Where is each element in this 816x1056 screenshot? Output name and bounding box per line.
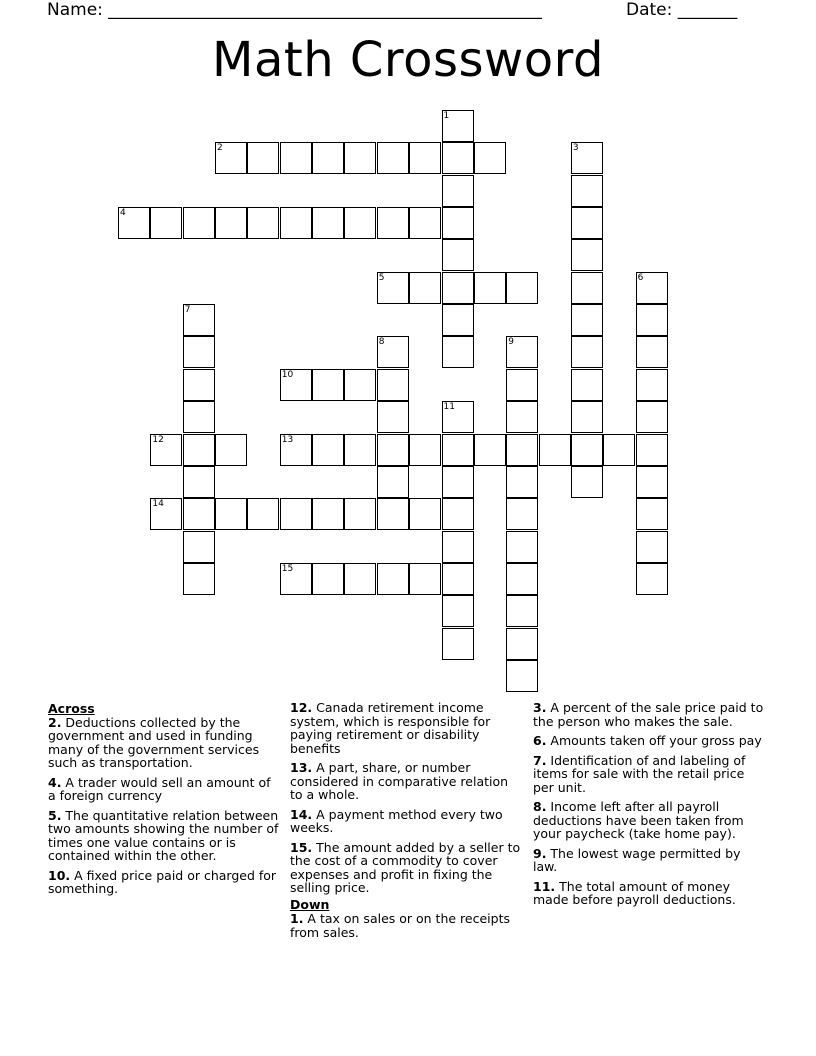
crossword-cell[interactable]: [280, 563, 312, 595]
crossword-cell[interactable]: [442, 531, 474, 563]
crossword-cell[interactable]: [442, 401, 474, 433]
crossword-cell[interactable]: [183, 304, 215, 336]
crossword-cell[interactable]: [312, 434, 344, 466]
crossword-cell[interactable]: [506, 563, 538, 595]
across-heading: Across: [48, 701, 95, 716]
clue-number: 6.: [533, 733, 547, 748]
crossword-cell[interactable]: [312, 369, 344, 401]
crossword-cell[interactable]: [506, 660, 538, 692]
down-heading: Down: [290, 896, 330, 912]
crossword-cell[interactable]: [118, 207, 150, 239]
crossword-cell[interactable]: [344, 207, 376, 239]
clue-item: [290, 701, 522, 755]
crossword-cell[interactable]: [280, 207, 312, 239]
crossword-cell[interactable]: [183, 369, 215, 401]
crossword-cell[interactable]: [571, 142, 603, 174]
crossword-cell[interactable]: [474, 434, 506, 466]
cell-number: 1: [443, 111, 450, 121]
crossword-cell[interactable]: [571, 401, 603, 433]
crossword-cell[interactable]: [442, 175, 474, 207]
clue-item: [48, 716, 280, 770]
clue-text: The quantitative relation between two amounts showing the number of times one value contains or is contained within the other.: [48, 807, 279, 863]
crossword-cell[interactable]: [344, 498, 376, 530]
crossword-cell[interactable]: [506, 272, 538, 304]
crossword-cell[interactable]: [377, 272, 409, 304]
crossword-cell[interactable]: [571, 369, 603, 401]
crossword-cell[interactable]: [377, 336, 409, 368]
crossword-cell[interactable]: [247, 142, 279, 174]
crossword-cell[interactable]: [539, 434, 571, 466]
page-title: Math Crossword: [212, 32, 604, 88]
crossword-cell[interactable]: [636, 272, 668, 304]
crossword-cell[interactable]: [442, 563, 474, 595]
clue-text: The amount added by a seller to the cost of a commodity to cover expenses and profit in fixing the selling price.: [290, 839, 521, 895]
crossword-cell[interactable]: [506, 434, 538, 466]
clue-item: [533, 847, 765, 874]
clue-item: [533, 734, 765, 748]
crossword-cell[interactable]: [344, 434, 376, 466]
crossword-cell[interactable]: [247, 207, 279, 239]
crossword-cell[interactable]: [636, 401, 668, 433]
clue-item: [48, 809, 280, 863]
cell-number: 11: [443, 402, 455, 413]
crossword-cell[interactable]: [442, 142, 474, 174]
clue-number: 14.: [290, 806, 313, 822]
crossword-cell[interactable]: [150, 207, 182, 239]
crossword-cell[interactable]: [344, 563, 376, 595]
crossword-cell[interactable]: [377, 434, 409, 466]
crossword-cell[interactable]: [377, 498, 409, 530]
clue-item: [533, 880, 765, 907]
crossword-cell[interactable]: [636, 434, 668, 466]
crossword-cell[interactable]: [636, 466, 668, 498]
crossword-cell[interactable]: [183, 401, 215, 433]
clue-number: 10.: [48, 867, 71, 883]
crossword-cell[interactable]: [474, 142, 506, 174]
crossword-cell[interactable]: [442, 272, 474, 304]
clue-item: [48, 869, 280, 896]
crossword-cell[interactable]: [442, 336, 474, 368]
crossword-cell[interactable]: [183, 434, 215, 466]
crossword-cell[interactable]: [409, 142, 441, 174]
crossword-cell[interactable]: [280, 434, 312, 466]
clue-text: Canada retirement income system, which is responsible for paying retirement or disability benefits: [290, 700, 491, 756]
crossword-cell[interactable]: [506, 595, 538, 627]
clue-item: [533, 800, 765, 841]
crossword-cell[interactable]: [636, 563, 668, 595]
cell-number: 5: [378, 272, 385, 283]
crossword-cell[interactable]: [247, 498, 279, 530]
cell-number: 6: [637, 272, 644, 283]
crossword-cell[interactable]: [215, 498, 247, 530]
crossword-cell[interactable]: [506, 336, 538, 368]
clue-number: 15.: [290, 839, 313, 855]
crossword-cell[interactable]: [344, 142, 376, 174]
crossword-cell[interactable]: [571, 434, 603, 466]
clue-text: A fixed price paid or charged for something.: [48, 867, 277, 896]
clue-number: 3.: [533, 700, 547, 715]
crossword-cell[interactable]: [571, 207, 603, 239]
clue-text: The lowest wage permitted by law.: [533, 845, 741, 874]
crossword-cell[interactable]: [215, 207, 247, 239]
crossword-cell[interactable]: [183, 498, 215, 530]
crossword-cell[interactable]: [474, 272, 506, 304]
crossword-cell[interactable]: [150, 434, 182, 466]
crossword-cell[interactable]: [409, 498, 441, 530]
crossword-cell[interactable]: [506, 628, 538, 660]
clue-number: 8.: [533, 799, 547, 814]
cell-number: 2: [217, 143, 223, 154]
cell-number: 15: [281, 563, 294, 574]
crossword-cell[interactable]: [506, 369, 538, 401]
crossword-cell[interactable]: [280, 369, 312, 401]
cell-number: 12: [152, 434, 164, 445]
clue-item: [533, 701, 765, 728]
cell-number: 13: [281, 434, 294, 445]
clue-item: [290, 841, 522, 895]
crossword-cell[interactable]: [636, 369, 668, 401]
crossword-cell[interactable]: [183, 207, 215, 239]
clue-text: Identification of and labeling of items for sale with the retail price per unit.: [533, 752, 746, 795]
clue-text: Amounts taken off your gross pay: [546, 733, 762, 748]
date-field-label: Date: _______: [626, 0, 738, 20]
crossword-cell[interactable]: [506, 401, 538, 433]
clue-item: [290, 808, 522, 835]
clue-item: [290, 761, 522, 802]
clue-number: 11.: [533, 878, 556, 894]
clue-number: 7.: [533, 752, 547, 768]
crossword-cell[interactable]: [377, 207, 409, 239]
crossword-cell[interactable]: [442, 110, 474, 142]
crossword-cell[interactable]: [377, 142, 409, 174]
crossword-cell[interactable]: [183, 466, 215, 498]
clue-column-3: [533, 701, 765, 913]
crossword-cell[interactable]: [215, 142, 247, 174]
clue-text: Income left after all payroll deductions have been taken from your paycheck (take home pay).: [533, 799, 744, 841]
crossword-cell[interactable]: [344, 369, 376, 401]
crossword-cell[interactable]: [571, 466, 603, 498]
crossword-cell[interactable]: [280, 498, 312, 530]
cell-number: 9: [508, 337, 514, 348]
crossword-cell[interactable]: [183, 563, 215, 595]
cell-number: 3: [572, 143, 579, 154]
crossword-cell[interactable]: [442, 239, 474, 271]
crossword-cell[interactable]: [442, 595, 474, 627]
clue-text: A payment method every two weeks.: [290, 806, 503, 835]
crossword-cell[interactable]: [636, 336, 668, 368]
crossword-cell[interactable]: [571, 336, 603, 368]
crossword-cell[interactable]: [442, 498, 474, 530]
clue-text: A trader would sell an amount of a foreign currency: [48, 774, 271, 803]
clue-text: A tax on sales or on the receipts from sales.: [290, 911, 510, 940]
clue-number: 2.: [48, 714, 62, 730]
cell-number: 8: [378, 337, 385, 348]
cell-number: 7: [184, 305, 191, 316]
crossword-cell[interactable]: [636, 498, 668, 530]
clue-number: 5.: [48, 807, 62, 823]
crossword-cell[interactable]: [280, 142, 312, 174]
name-field-label: Name: ___________________________________________________: [47, 0, 542, 20]
crossword-cell[interactable]: [409, 434, 441, 466]
crossword-cell[interactable]: [571, 272, 603, 304]
crossword-cell[interactable]: [506, 466, 538, 498]
clue-text: Deductions collected by the government and used in funding many of the government services such as transportation.: [48, 714, 260, 770]
clue-number: 1.: [290, 911, 304, 926]
clue-item: [533, 754, 765, 795]
crossword-cell[interactable]: [442, 434, 474, 466]
crossword-cell[interactable]: [571, 175, 603, 207]
clue-number: 9.: [533, 845, 547, 861]
crossword-cell[interactable]: [377, 401, 409, 433]
crossword-cell[interactable]: [183, 336, 215, 368]
cell-number: 14: [152, 499, 164, 510]
crossword-cell[interactable]: [183, 531, 215, 563]
crossword-cell[interactable]: [442, 628, 474, 660]
clue-text: The total amount of money made before payroll deductions.: [533, 878, 736, 907]
crossword-cell[interactable]: [506, 498, 538, 530]
crossword-cell[interactable]: [571, 239, 603, 271]
clue-text: A percent of the sale price paid to the person who makes the sale.: [533, 700, 764, 729]
crossword-cell[interactable]: [636, 531, 668, 563]
clue-number: 4.: [48, 774, 62, 790]
clue-column-1: [48, 701, 280, 902]
crossword-cell[interactable]: [603, 434, 635, 466]
clue-number: 12.: [290, 700, 313, 715]
crossword-cell[interactable]: [312, 498, 344, 530]
crossword-cell[interactable]: [150, 498, 182, 530]
clue-text: A part, share, or number considered in comparative relation to a whole.: [290, 760, 509, 802]
crossword-cell[interactable]: [442, 207, 474, 239]
clue-item: [48, 776, 280, 803]
clue-item: [290, 912, 522, 939]
crossword-cell[interactable]: [506, 531, 538, 563]
crossword-cell[interactable]: [215, 434, 247, 466]
crossword-cell[interactable]: [377, 563, 409, 595]
cell-number: 4: [120, 208, 126, 219]
crossword-cell[interactable]: [312, 142, 344, 174]
crossword-cell[interactable]: [409, 272, 441, 304]
clue-number: 13.: [290, 760, 313, 775]
crossword-cell[interactable]: [377, 466, 409, 498]
cell-number: 10: [281, 369, 294, 380]
crossword-cell[interactable]: [442, 466, 474, 498]
crossword-cell[interactable]: [377, 369, 409, 401]
crossword-cell[interactable]: [409, 563, 441, 595]
crossword-cell[interactable]: [312, 207, 344, 239]
crossword-cell[interactable]: [636, 304, 668, 336]
crossword-cell[interactable]: [409, 207, 441, 239]
crossword-cell[interactable]: [442, 304, 474, 336]
clue-column-2: [290, 701, 522, 945]
crossword-cell[interactable]: [571, 304, 603, 336]
crossword-cell[interactable]: [312, 563, 344, 595]
